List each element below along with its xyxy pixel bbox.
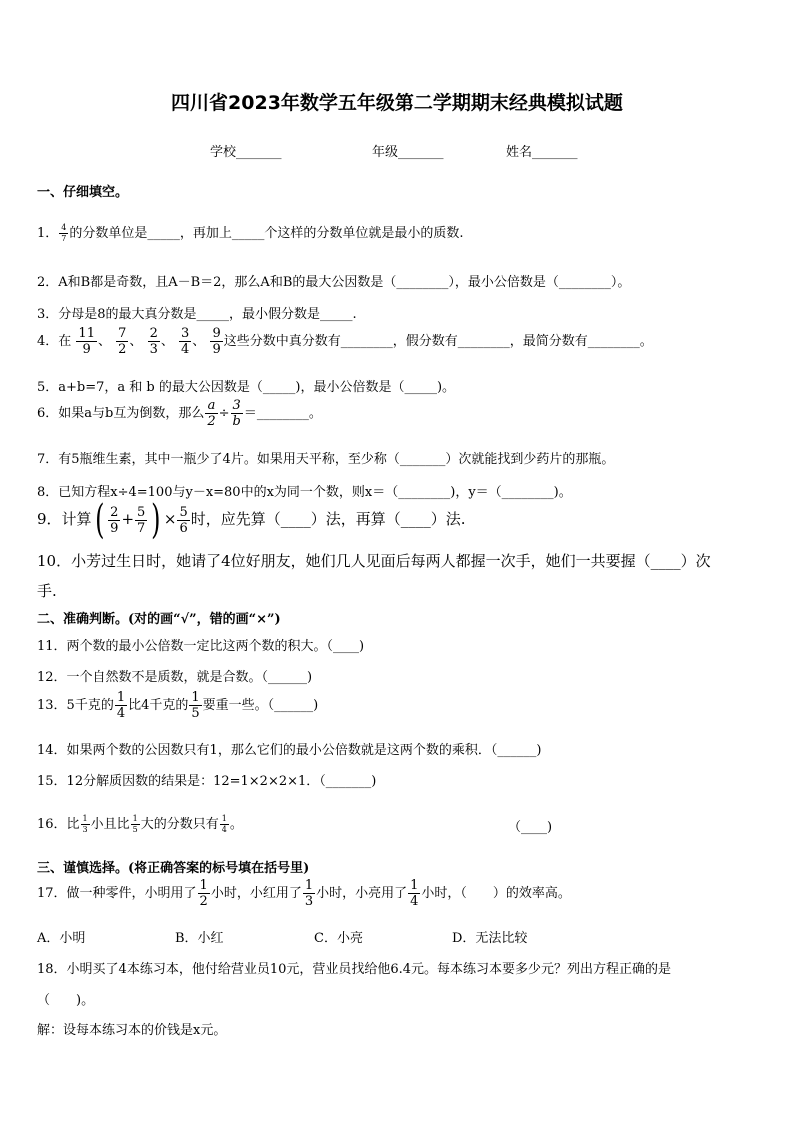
question-6 (37, 399, 322, 428)
q17-fraction-1: $\frac{1}{2}$ (199, 878, 208, 909)
q6-operator: ÷ (218, 406, 230, 421)
q9-times: × (163, 510, 177, 528)
section-2-heading: 二、准确判断。(对的画“√”，错的画“×”) (37, 612, 281, 627)
q17-option-a: A．小明 (37, 931, 86, 946)
question-3: 3．分母是8的最大真分数是_____，最小假分数是_____. (37, 307, 357, 322)
q17-option-b: B．小红 (175, 931, 224, 946)
section-3-heading: 三、谨慎选择。(将正确答案的标号填在括号里) (37, 861, 310, 876)
question-14: 14．如果两个数的公因数只有1，那么它们的最小公倍数就是这两个数的乘积．（______) (37, 743, 542, 758)
q1-fraction: $\frac{4}{7}$ (61, 223, 67, 243)
q6-fraction-2: $\frac{3}{b}$ (232, 398, 241, 429)
question-8: 8．已知方程x÷4=100与y－x=80中的x为同一个数，则x＝（________)，y＝（________)。 (37, 485, 572, 500)
q9-plus: + (121, 510, 135, 528)
q17-suffix: 小时，（ ）的效率高。 (421, 886, 571, 901)
q4-text: 这些分数中真分数有________，假分数有________，最简分数有________。 (223, 334, 653, 349)
school-field: 学校_______ (210, 145, 282, 160)
q17-fraction-2: $\frac{1}{3}$ (304, 878, 314, 909)
question-16 (37, 813, 243, 834)
question-1 (37, 222, 464, 243)
q16-fraction-2: $\frac{1}{5}$ (132, 814, 138, 834)
q9-fraction-2: $\frac{5}{7}$ (137, 504, 146, 536)
question-18-line-1: 18．小明买了4本练习本，他付给营业员10元，营业员找给他6.4元。每本练习本要多少元？列出方程正确的是 (37, 962, 672, 977)
page-title: 四川省2023年数学五年级第二学期期末经典模拟试题 (171, 92, 623, 114)
q13-fraction-1: $\frac{1}{4}$ (116, 690, 126, 721)
question-7: 7．有5瓶维生素，其中一瓶少了4片。如果用天平称，至少称（_______）次就能找到少药片的那瓶。 (37, 452, 615, 467)
section-1-heading: 一、仔细填空。 (37, 185, 129, 200)
q16-suffix: 。 (229, 817, 243, 832)
q1-text: 的分数单位是_____，再加上_____个这样的分数单位就是最小的质数. (69, 226, 464, 241)
q17-prefix: 17．做一种零件，小明用了 (37, 886, 197, 901)
q4-fraction-5: $\frac{9}{9}$ (212, 326, 221, 357)
question-2: 2．A和B都是奇数，且A－B＝2，那么A和B的最大公因数是（________），最小公倍数是（________）。 (37, 275, 631, 290)
q9-prefix: 9．计算 (37, 510, 92, 528)
q4-sep-2: 、 (129, 334, 143, 349)
name-field: 姓名_______ (506, 145, 578, 160)
question-11: 11．两个数的最小公倍数一定比这两个数的积大。（____) (37, 639, 365, 654)
question-17 (37, 879, 571, 908)
q17-option-d: D．无法比较 (452, 931, 528, 946)
q4-sep-1: 、 (97, 334, 111, 349)
q9-fraction-3: $\frac{5}{6}$ (179, 504, 188, 536)
q9-left-paren: ( (94, 497, 105, 543)
question-10-line-2: 手. (37, 582, 57, 600)
q17-fraction-3: $\frac{1}{4}$ (410, 878, 419, 909)
q6-suffix: ＝________。 (243, 406, 322, 421)
q16-middle-2: 大的分数只有 (140, 817, 219, 832)
q4-sep-4: 、 (192, 334, 206, 349)
question-10-line-1: 10．小芳过生日时，她请了4位好朋友，她们几人见面后每两人都握一次手，她们一共要握（____）次 (37, 552, 711, 570)
question-12: 12．一个自然数不是质数，就是合数。（______) (37, 670, 313, 685)
q9-fraction-1: $\frac{2}{9}$ (110, 504, 119, 536)
q17-option-c: C．小亮 (314, 931, 363, 946)
q6-prefix: 6．如果a与b互为倒数，那么 (37, 406, 205, 421)
q17-middle-1: 小时，小红用了 (210, 886, 302, 901)
q9-suffix: 时，应先算（____）法，再算（____）法. (190, 510, 466, 528)
question-18-line-2: （ )。 (37, 993, 95, 1008)
q4-fraction-3: $\frac{2}{3}$ (149, 326, 158, 357)
q6-fraction-1: $\frac{a}{2}$ (207, 398, 216, 429)
grade-field: 年级_______ (372, 145, 444, 160)
q17-middle-2: 小时，小亮用了 (316, 886, 408, 901)
q13-fraction-2: $\frac{1}{5}$ (191, 690, 200, 721)
question-9 (37, 497, 466, 543)
q13-suffix: 要重一些。（______) (202, 698, 319, 713)
q1-number: 1． (37, 226, 59, 241)
q9-right-paren: ) (151, 497, 161, 543)
q4-fraction-1: $\frac{11}{9}$ (78, 326, 95, 357)
q16-fraction-1: $\frac{1}{3}$ (82, 814, 88, 834)
q16-middle-1: 小且比 (90, 817, 130, 832)
question-4 (37, 327, 653, 356)
q13-prefix: 13．5千克的 (37, 698, 114, 713)
solution-line: 解：设每本练习本的价钱是x元。 (37, 1023, 227, 1038)
q16-prefix: 16．比 (37, 817, 80, 832)
question-13 (37, 691, 318, 720)
question-5: 5．a+b=7，a 和 b 的最大公因数是（_____)，最小公倍数是（_____)。 (37, 380, 456, 395)
q4-fraction-2: $\frac{7}{2}$ (118, 326, 127, 357)
q4-sep-3: 、 (160, 334, 174, 349)
question-15: 15．12分解质因数的结果是：12=1×2×2×1．（_______) (37, 774, 377, 789)
q13-middle: 比4千克的 (128, 698, 189, 713)
q16-fraction-3: $\frac{1}{4}$ (221, 814, 227, 834)
q16-answer-paren: （____) (508, 820, 553, 835)
q4-fraction-4: $\frac{3}{4}$ (181, 326, 190, 357)
q4-prefix: 4．在 (37, 334, 72, 349)
